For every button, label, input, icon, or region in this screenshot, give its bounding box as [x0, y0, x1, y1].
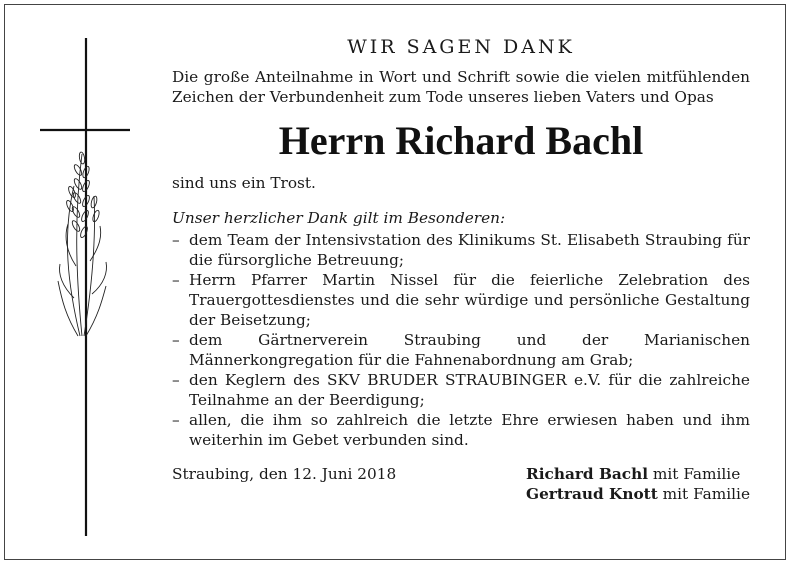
special-thanks-heading: Unser herzlicher Dank gilt im Besonderen: [172, 209, 506, 227]
notice-heading: WIR SAGEN DANK [347, 36, 575, 58]
deceased-name: Herrn Richard Bachl [278, 118, 644, 163]
signer-name: Gertraud Knott [526, 485, 658, 503]
intro-text: Die große Anteilnahme in Wort und Schrift sowie die vielen mitfühlenden Zeichen der Verbundenheit zum Tode unseres lieben Vaters und Opas [172, 68, 750, 106]
notice-footer [172, 464, 750, 508]
list-item: – dem Gärtnerverein Straubing und der Marianischen Männerkongregation für die Fahnenabordnung am Grab; [172, 330, 750, 370]
signer-line [526, 464, 750, 484]
signer-suffix: mit Familie [648, 465, 741, 483]
thanks-list [172, 230, 750, 450]
trost-text: sind uns ein Trost. [172, 174, 316, 192]
signer-name: Richard Bachl [526, 465, 649, 483]
cross-with-wheat [36, 36, 136, 541]
signer-suffix: mit Familie [657, 485, 750, 503]
list-item: – dem Team der Intensivstation des Klinikums St. Elisabeth Straubing für die fürsorgliche Betreuung; [172, 230, 750, 270]
cross-icon [36, 36, 136, 541]
wheat-ear-icon [58, 152, 106, 336]
notice-content [172, 35, 750, 508]
signers [526, 464, 750, 504]
place-date: Straubing, den 12. Juni 2018 [172, 465, 397, 483]
list-item: – den Keglern des SKV BRUDER STRAUBINGER e.V. für die zahlreiche Teilnahme an der Beerdigung; [172, 370, 750, 410]
list-item: – Herrn Pfarrer Martin Nissel für die feierliche Zelebration des Trauergottesdienstes und die sehr würdige und persönliche Gestaltung der Beisetzung; [172, 270, 750, 330]
signer-line [526, 484, 750, 504]
list-item: – allen, die ihm so zahlreich die letzte Ehre erwiesen haben und ihm weiterhin im Gebet verbunden sind. [172, 410, 750, 450]
